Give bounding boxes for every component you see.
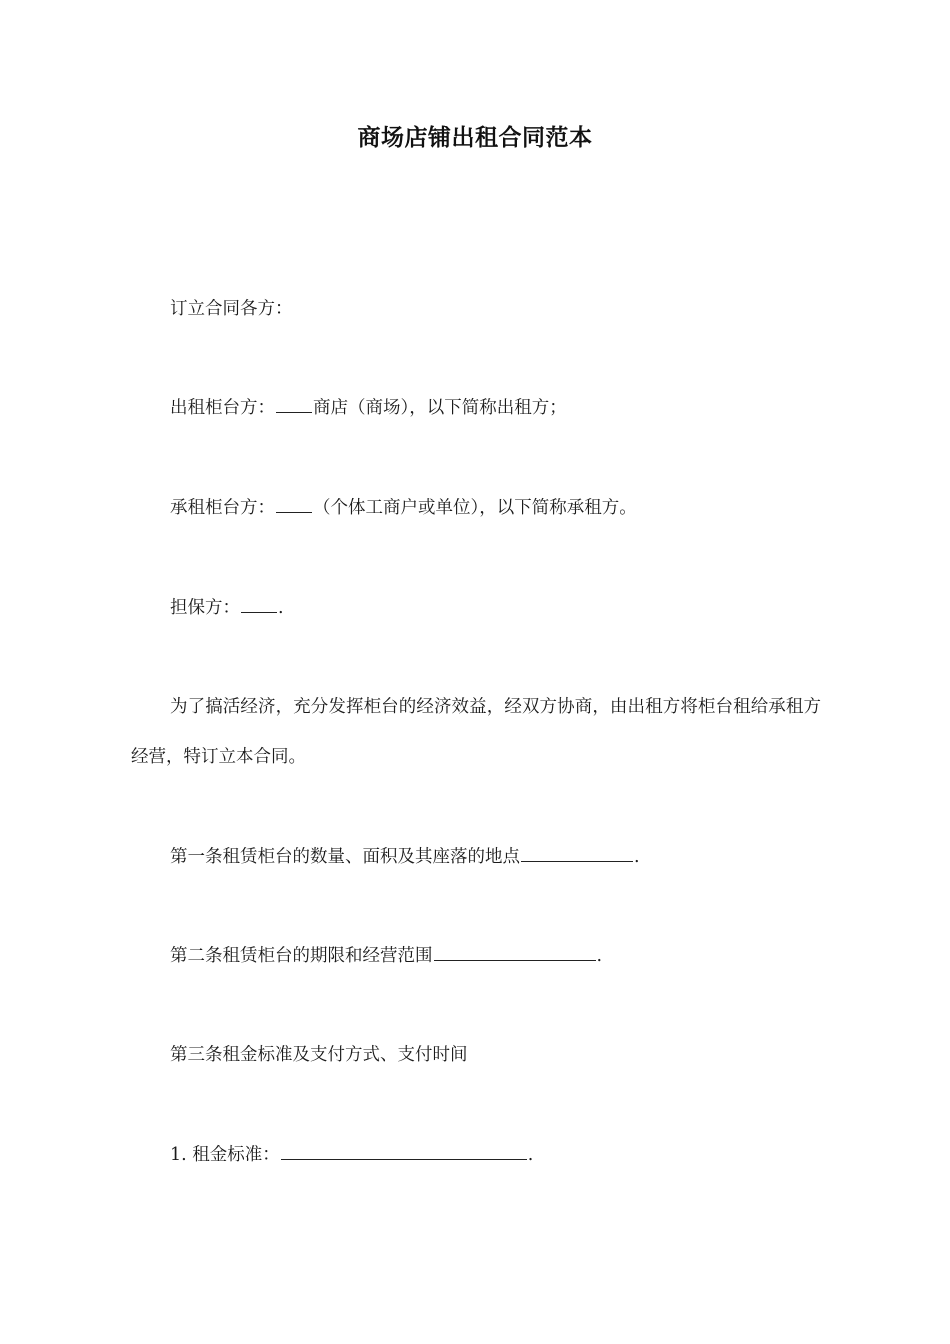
article-2-suffix: . [596, 946, 603, 966]
article-1-blank [521, 843, 633, 862]
article-2-text: 第二条租赁柜台的期限和经营范围 [170, 946, 433, 966]
parties-intro-text: 订立合同各方： [170, 299, 293, 319]
lessee-prefix: 承租柜台方： [170, 498, 275, 518]
lessor-blank [276, 394, 312, 413]
lessee-blank [276, 494, 312, 513]
article-1-suffix: . [634, 847, 640, 867]
article-3-text: 第三条租金标准及支付方式、支付时间 [170, 1045, 468, 1065]
item-1-text: 1. 租金标准： [170, 1145, 280, 1165]
article-1-text: 第一条租赁柜台的数量、面积及其座落的地点 [170, 847, 520, 867]
guarantor-blank [241, 594, 277, 613]
guarantor-line [131, 583, 821, 633]
item-1-suffix: . [527, 1145, 534, 1165]
guarantor-suffix: . [278, 598, 284, 618]
article-1 [131, 832, 821, 882]
purpose-paragraph: 为了搞活经济，充分发挥柜台的经济效益，经双方协商，由出租方将柜台租给承租方经营，特订立本合同。 [131, 697, 821, 767]
article-2-blank [434, 942, 596, 961]
lessor-suffix: 商店（商场），以下简称出租方； [313, 398, 567, 418]
guarantor-prefix: 担保方： [170, 598, 240, 618]
lessor-line [131, 383, 821, 433]
lessee-line [131, 483, 821, 533]
lessee-suffix: （个体工商户或单位），以下简称承租方。 [313, 498, 637, 518]
item-1-blank [281, 1141, 527, 1160]
item-1 [131, 1130, 821, 1180]
lessor-prefix: 出租柜台方： [170, 398, 275, 418]
article-3 [131, 1030, 821, 1080]
parties-intro [131, 284, 821, 334]
document-title: 商场店铺出租合同范本 [357, 125, 593, 151]
article-2 [131, 931, 821, 981]
